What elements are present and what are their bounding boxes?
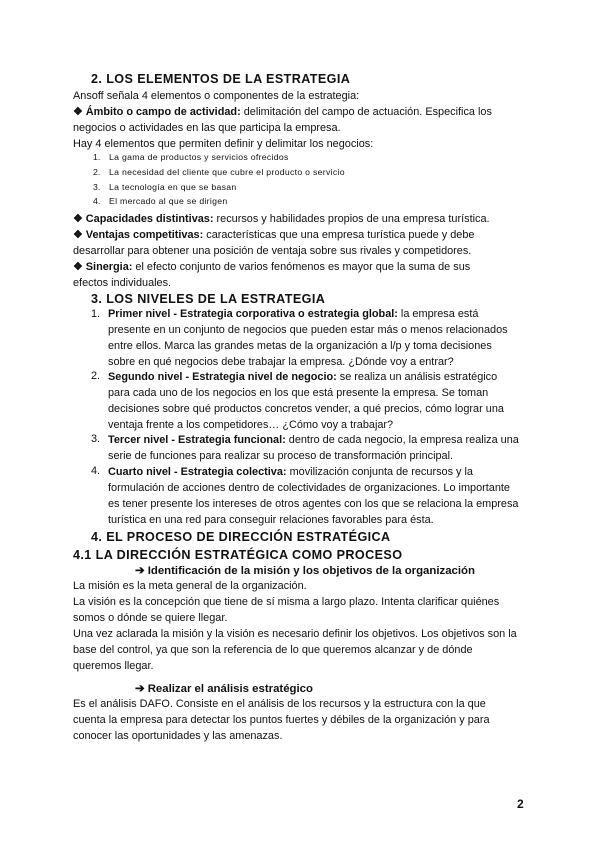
list-number: 2. — [93, 167, 101, 177]
mission-line: somos o dónde se quiere llegar. — [73, 612, 228, 624]
business-element-item: El mercado al que se dirigen — [109, 196, 228, 206]
mission-line: base del control, ya que son la referencia de lo que queremos alcanzar y de dónde — [73, 644, 473, 656]
mission-heading: ➔ Identificación de la misión y los objetivos de la organización — [135, 565, 475, 577]
level-1-line: sobre en qué negocios debe trabajar la empresa. ¿Dónde voy a entrar? — [108, 356, 454, 368]
level-3-line: serie de funciones para realizar su proceso de transformación principal. — [108, 450, 454, 462]
level-1-line — [108, 306, 478, 322]
ambito-label: ❖ Ámbito o campo de actividad: — [73, 106, 241, 118]
ventajas-label: ❖ Ventajas competitivas: — [73, 229, 204, 241]
level-number: 1. — [91, 308, 101, 320]
capacidades-line — [73, 211, 490, 227]
list-number: 1. — [93, 152, 101, 162]
subsection-4-1-title: 4.1 LA DIRECCIÓN ESTRATÉGICA COMO PROCESO — [73, 548, 403, 562]
analysis-line: conocer las oportunidades y las amenazas. — [73, 730, 283, 742]
section-2-title: 2. LOS ELEMENTOS DE LA ESTRATEGIA — [91, 72, 351, 86]
level-4-line: turística en una red para conseguir relaciones favorables para ésta. — [108, 514, 434, 526]
level-2-label: Segundo nivel - Estrategia nivel de negocio: — [108, 371, 337, 383]
level-1-line: entre ellos. Marca las grandes metas de la organización a l/p y toma decisiones — [108, 340, 492, 352]
ventajas-line-1 — [73, 227, 474, 243]
ambito-line-1 — [73, 104, 492, 120]
mission-line: La misión es la meta general de la organización. — [73, 580, 307, 592]
level-4-text: movilización conjunta de recursos y la — [286, 466, 473, 478]
level-2-line: para cada uno de los negocios en los que está presente la empresa. Se toman — [108, 387, 489, 399]
business-element-item: La necesidad del cliente que cubre el producto o servicio — [109, 167, 345, 177]
level-3-line — [108, 432, 519, 448]
sinergia-label: ❖ Sinergia: — [73, 261, 133, 273]
level-1-label: Primer nivel - Estrategia corporativa o estrategia global: — [108, 308, 398, 320]
section-3-title: 3. LOS NIVELES DE LA ESTRATEGIA — [91, 292, 326, 306]
level-2-text: se realiza un análisis estratégico — [336, 371, 498, 383]
capacidades-label: ❖ Capacidades distintivas: — [73, 213, 214, 225]
ambito-text: delimitación del campo de actuación. Especifica los — [240, 106, 492, 118]
sinergia-line-1 — [73, 259, 470, 275]
section-4-title: 4. EL PROCESO DE DIRECCIÓN ESTRATÉGICA — [91, 530, 391, 544]
capacidades-text: recursos y habilidades propios de una empresa turística. — [213, 213, 490, 225]
mission-line: La visión es la concepción que tiene de sí misma a largo plazo. Intenta clarificar quiénes — [73, 596, 500, 608]
level-4-line: es tener presente los intereses de otros agentes con los que se relaciona la empresa — [108, 498, 519, 510]
ventajas-text: características que una empresa turística puede y debe — [203, 229, 475, 241]
level-3-text: dentro de cada negocio, la empresa realiza una — [285, 434, 519, 446]
level-4-line: formulación de acciones dentro de colectividades de organizaciones. Lo importante — [108, 482, 510, 494]
level-3-label: Tercer nivel - Estrategia funcional: — [108, 434, 286, 446]
ambito-line-2: negocios o actividades en las que participa la empresa. — [73, 122, 341, 134]
level-number: 2. — [91, 370, 101, 382]
level-2-line: decisiones sobre qué productos concretos vender, a qué precios, cómo lograr una — [108, 403, 504, 415]
list-number: 3. — [93, 182, 101, 192]
page-number: 2 — [517, 797, 524, 811]
level-number: 4. — [91, 465, 101, 477]
level-number: 3. — [91, 433, 101, 445]
business-element-item: La gama de productos y servicios ofrecidos — [109, 152, 289, 162]
level-2-line — [108, 369, 497, 385]
hay-elements-text: Hay 4 elementos que permiten definir y delimitar los negocios: — [73, 138, 374, 150]
level-1-text: la empresa está — [397, 308, 479, 320]
section-2-intro: Ansoff señala 4 elementos o componentes de la estrategia: — [73, 90, 360, 102]
level-2-line: ventaja frente a los competidores… ¿Cómo voy a trabajar? — [108, 419, 394, 431]
list-number: 4. — [93, 196, 101, 206]
sinergia-line-2: efectos individuales. — [73, 277, 172, 289]
analysis-line: cuenta la empresa para detectar los puntos fuertes y débiles de la organización y para — [73, 714, 490, 726]
mission-line: Una vez aclarada la misión y la visión es necesario definir los objetivos. Los objetivos son la — [73, 628, 517, 640]
analysis-line: Es el análisis DAFO. Consiste en el análisis de los recursos y la estructura con la que — [73, 698, 486, 710]
level-4-label: Cuarto nivel - Estrategia colectiva: — [108, 466, 287, 478]
level-1-line: presente en un conjunto de negocios que pueden estar más o menos relacionados — [108, 324, 508, 336]
analysis-heading: ➔ Realizar el análisis estratégico — [135, 683, 313, 695]
sinergia-text: el efecto conjunto de varios fenómenos es mayor que la suma de sus — [132, 261, 471, 273]
ventajas-line-2: desarrollar para obtener una posición de ventaja sobre sus rivales y competidores. — [73, 245, 472, 257]
mission-line: queremos llegar. — [73, 660, 154, 672]
level-4-line — [108, 464, 473, 480]
business-element-item: La tecnología en que se basan — [109, 182, 237, 192]
